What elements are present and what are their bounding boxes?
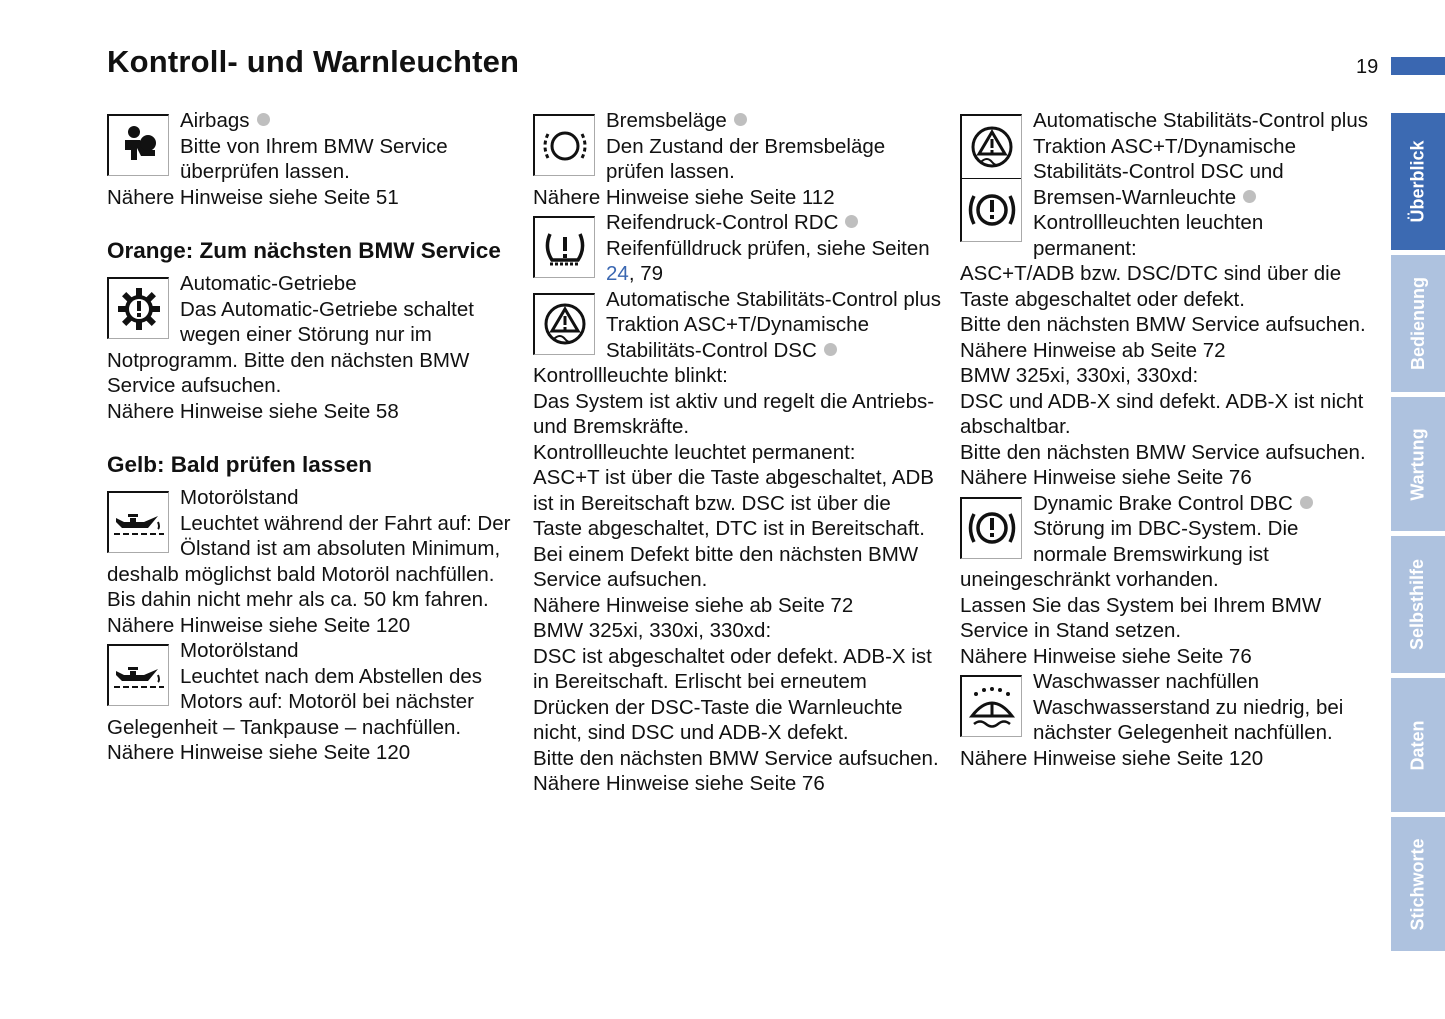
dsc-brake-text: Kontrollleuchten leuchten permanent: (1033, 211, 1264, 260)
tab-wartung[interactable]: Wartung (1391, 397, 1445, 531)
stability-control-icon (969, 116, 1015, 178)
entry-airbags (107, 108, 517, 210)
dsc-line: Nähere Hinweise siehe Seite 76 (533, 772, 825, 795)
page-number: 19 (1356, 56, 1379, 78)
tab-selbsthilfe[interactable]: Selbsthilfe (1391, 536, 1445, 673)
entry-oel-2 (107, 638, 517, 766)
dsc-line: Kontrollleuchte leuchtet permanent: (533, 440, 856, 464)
transmission-gear-icon (107, 277, 169, 339)
oil-can-icon (107, 491, 169, 553)
entry-getriebe (107, 271, 517, 424)
dsc-brake-line: Bitte den nächsten BMW Service aufsuchen. (960, 440, 1366, 464)
icon-box-double (960, 114, 1022, 242)
column-1 (107, 108, 517, 766)
column-3 (960, 108, 1370, 771)
washer-fluid-icon (960, 675, 1022, 737)
entry-dsc (533, 287, 945, 797)
column-2 (533, 108, 945, 797)
dsc-line: BMW 325xi, 330xi, 330xd: (533, 619, 772, 642)
dsc-line: ASC+T ist über die Taste abgeschaltet, ADB ist in Bereitschaft bzw. DSC ist über die Taste abgeschaltet, DTC ist in Bereitschaft. (533, 466, 934, 540)
oel1-ref: Nähere Hinweise siehe Seite 120 (107, 613, 411, 637)
dbc-line: Lassen Sie das System bei Ihrem BMW Service in Stand setzen. (960, 593, 1322, 642)
tab-bedienung[interactable]: Bedienung (1391, 255, 1445, 392)
indicator-dot (1300, 496, 1313, 509)
indicator-dot (845, 215, 858, 228)
dsc-line: Kontrollleuchte blinkt: (533, 364, 728, 387)
dsc-line: Nähere Hinweise siehe ab Seite 72 (533, 593, 854, 617)
dsc-brake-title: Automatische Stabilitäts-Control plus Traktion ASC+T/Dynamische Stabilitäts-Control DSC und Bremsen-Warnleuchte (1033, 109, 1368, 209)
entry-bremsbelaege (533, 108, 945, 210)
wasch-ref: Nähere Hinweise siehe Seite 120 (960, 746, 1264, 770)
bremsbelaege-ref: Nähere Hinweise siehe Seite 112 (533, 185, 835, 209)
oel2-title: Motorölstand (180, 639, 299, 662)
wasch-text: Waschwasserstand zu niedrig, bei nächster Gelegenheit nachfüllen. (1033, 695, 1344, 744)
tab-stichworte[interactable]: Stichworte (1391, 817, 1445, 951)
entry-rdc (533, 210, 945, 287)
indicator-dot (734, 113, 747, 126)
entry-dsc-brake (960, 108, 1370, 491)
bremsbelaege-text: Den Zustand der Bremsbeläge prüfen lassen. (606, 134, 886, 183)
dsc-line: Bei einem Defekt bitte den nächsten BMW Service aufsuchen. (533, 542, 919, 591)
bremsbelaege-title: Bremsbeläge (606, 109, 727, 132)
heading-gelb: Gelb: Bald prüfen lassen (107, 452, 373, 477)
dsc-title: Automatische Stabilitäts-Control plus Traktion ASC+T/Dynamische Stabilitäts-Control DSC (606, 287, 941, 362)
indicator-dot (824, 343, 837, 356)
dsc-line: Bitte den nächsten BMW Service aufsuchen. (533, 746, 939, 770)
oil-can-icon (107, 644, 169, 706)
brake-warning-icon (960, 497, 1022, 559)
oel2-text: Leuchtet nach dem Abstellen des Motors auf: Motoröl bei nächster Gelegenheit – Tankpause – nachfüllen. (107, 664, 483, 739)
entry-dbc (960, 491, 1370, 670)
getriebe-text: Das Automatic-Getriebe schaltet wegen einer Störung nur im Notprogramm. Bitte den nächsten BMW Service aufsuchen. (107, 297, 474, 397)
airbag-icon (107, 114, 169, 176)
indicator-dot (257, 113, 270, 126)
wasch-title: Waschwasser nachfüllen (1033, 670, 1259, 693)
brake-pad-icon (533, 114, 595, 176)
dsc-brake-line: DSC und ADB-X sind defekt. ADB-X ist nicht abschaltbar. (960, 389, 1364, 438)
rdc-title: Reifendruck-Control RDC (606, 211, 839, 234)
oel1-title: Motorölstand (180, 486, 299, 509)
getriebe-title: Automatic-Getriebe (180, 272, 357, 295)
dsc-brake-line: ASC+T/ADB bzw. DSC/DTC sind über die Taste abgeschaltet oder defekt. (960, 262, 1342, 311)
getriebe-ref: Nähere Hinweise siehe Seite 58 (107, 399, 399, 423)
tire-pressure-icon (533, 216, 595, 278)
indicator-dot (1243, 190, 1256, 203)
dsc-line: DSC ist abgeschaltet oder defekt. ADB-X ist in Bereitschaft. Erlischt bei erneutem Drücken der DSC-Taste die Warnleuchte nicht, sind DSC und ADB-X defekt. (533, 644, 932, 744)
dsc-brake-line: Bitte den nächsten BMW Service aufsuchen. (960, 313, 1366, 336)
oel1-text: Leuchtet während der Fahrt auf: Der Ölstand ist am absoluten Minimum, deshalb möglichst bald Motoröl nachfüllen. Bis dahin nicht mehr als ca. 50 km fahren. (107, 511, 511, 611)
dbc-text: Störung im DBC-System. Die normale Bremswirkung ist uneingeschränkt vorhanden. (960, 517, 1299, 591)
dsc-brake-line: BMW 325xi, 330xi, 330xd: (960, 364, 1199, 387)
airbags-title: Airbags (180, 109, 250, 132)
dsc-brake-line: Nähere Hinweise ab Seite 72 (960, 338, 1226, 362)
rdc-text: Reifenfülldruck prüfen, siehe Seiten 24, 79 (606, 236, 930, 285)
page-link-24[interactable]: 24 (606, 262, 629, 285)
page-title: Kontroll- und Warnleuchten (107, 44, 520, 79)
dsc-line: Das System ist aktiv und regelt die Antriebs- und Bremskräfte. (533, 389, 935, 438)
oel2-ref: Nähere Hinweise siehe Seite 120 (107, 741, 411, 764)
entry-oel-1 (107, 485, 517, 638)
tab-daten[interactable]: Daten (1391, 678, 1445, 812)
heading-orange: Orange: Zum nächsten BMW Service (107, 238, 501, 263)
entry-waschwasser (960, 669, 1370, 771)
dbc-title: Dynamic Brake Control DBC (1033, 491, 1293, 515)
tab-ueberblick[interactable]: Überblick (1391, 113, 1445, 250)
brake-warning-icon (967, 179, 1017, 241)
dbc-line: Nähere Hinweise siehe Seite 76 (960, 644, 1252, 668)
dsc-brake-line: Nähere Hinweise siehe Seite 76 (960, 466, 1252, 489)
stability-control-icon (533, 293, 595, 355)
airbags-text: Bitte von Ihrem BMW Service überprüfen lassen. (180, 134, 448, 183)
page-number-bar (1391, 57, 1445, 75)
airbags-ref: Nähere Hinweise siehe Seite 51 (107, 185, 399, 209)
